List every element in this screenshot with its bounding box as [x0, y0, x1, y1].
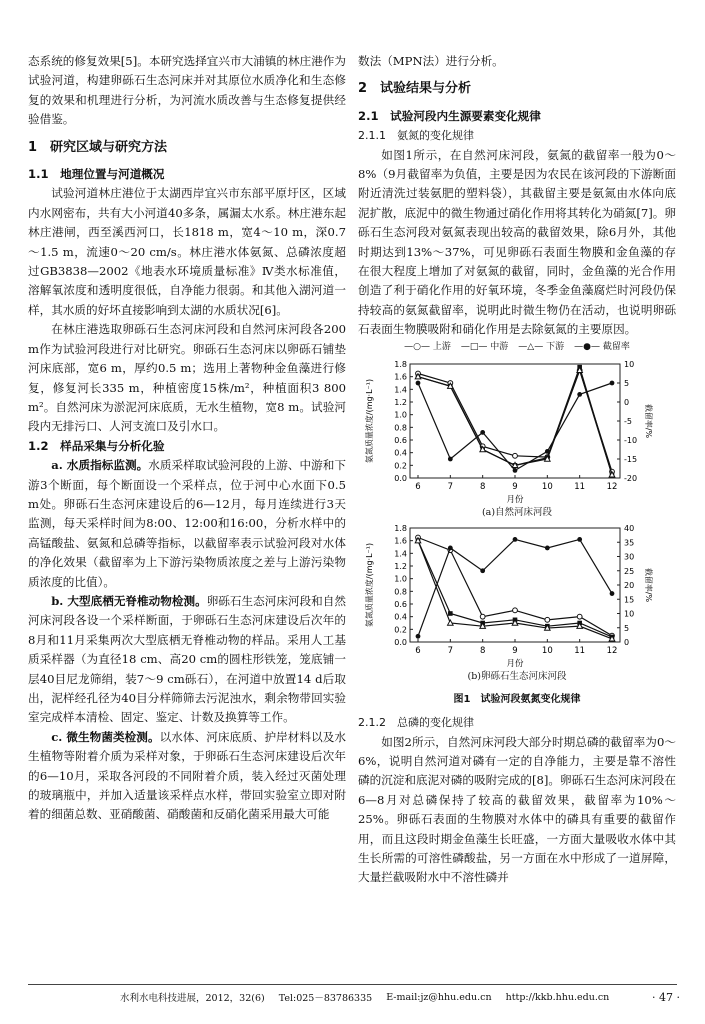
y-tick-label: 0.0 — [394, 637, 407, 647]
y2-tick-label: 25 — [624, 566, 635, 576]
y2-tick-label: -15 — [624, 454, 638, 464]
y2-tick-label: 5 — [624, 623, 630, 633]
data-point — [577, 392, 582, 397]
data-point — [610, 591, 615, 596]
x-tick-label: 7 — [447, 481, 454, 492]
right-column — [358, 52, 676, 888]
x-tick-label: 7 — [447, 645, 454, 656]
y2-tick-label: 10 — [624, 359, 635, 369]
data-point — [545, 449, 550, 454]
y2-axis-label: 截留率/% — [644, 567, 653, 602]
y2-tick-label: -20 — [624, 473, 638, 483]
data-point — [513, 468, 518, 473]
x-axis-label: 月份 — [506, 658, 524, 669]
y-tick-label: 0.0 — [394, 473, 407, 483]
subsubsection-heading: 2.1.1 氨氮的变化规律 — [358, 129, 474, 143]
x-tick-label: 12 — [606, 481, 618, 492]
page-footer — [120, 990, 680, 1004]
x-axis-label: 月份 — [506, 494, 524, 505]
y-tick-label: 1.8 — [394, 523, 407, 533]
item-lead: a. 水质指标监测。 — [51, 458, 149, 473]
paragraph: 试验河道林庄港位于太湖西岸宜兴市东部平原圩区，区域内水网密布，共有大小河道40多条，属漏太水系。林庄港东起林庄港闸，西至溪西河口，长1818 m，宽4～10 m，深0.7～1.5 m，流速0～20 cm/s。林庄港水体氨氮、总磷浓度超过GB3838—2002《地表水环境质量标准》Ⅳ类水标准值，溶解氧浓度和透明度很低，自净能力很弱。和其他入湖河道一样，其水质的好坏直接影响到太湖的水质状况[6]。 — [28, 186, 346, 317]
chart-legend — [358, 340, 676, 354]
y2-tick-label: 20 — [624, 580, 635, 590]
chart-b — [358, 520, 676, 670]
subsection-heading: 2.1 试验河段内生源要素变化规律 — [358, 108, 541, 123]
data-point — [448, 611, 453, 616]
y-tick-label: 1.0 — [394, 574, 407, 584]
chart-a — [358, 356, 676, 506]
figure-1 — [358, 340, 676, 709]
x-tick-label: 9 — [512, 481, 518, 492]
data-point — [513, 608, 518, 613]
y-tick-label: 0.2 — [394, 625, 407, 635]
x-tick-label: 8 — [479, 481, 486, 492]
y2-tick-label: 35 — [624, 537, 635, 547]
x-tick-label: 10 — [541, 481, 553, 492]
y-tick-label: 1.2 — [394, 561, 407, 571]
data-point — [577, 614, 582, 619]
y-tick-label: 1.4 — [394, 549, 407, 559]
y-axis-label: 氨氮质量浓度/(mg·L⁻¹) — [365, 542, 374, 627]
data-point — [416, 634, 421, 639]
y-tick-label: 0.4 — [394, 612, 407, 622]
data-point — [545, 545, 550, 550]
plot-frame — [410, 364, 620, 478]
y-tick-label: 1.2 — [394, 397, 407, 407]
subsection-heading: 1.1 地理位置与河道概况 — [28, 167, 165, 182]
x-tick-label: 11 — [574, 645, 586, 656]
y2-tick-label: 15 — [624, 594, 635, 604]
x-tick-label: 11 — [574, 481, 586, 492]
item-lead: c. 微生物菌类检测。 — [51, 729, 160, 744]
page-number: · 47 · — [652, 990, 680, 1004]
y-tick-label: 1.4 — [394, 385, 407, 395]
x-tick-label: 6 — [415, 645, 421, 656]
y2-tick-label: -10 — [624, 435, 638, 445]
y2-axis-label: 截留率/% — [644, 403, 653, 438]
left-column — [28, 52, 346, 825]
journal-tel: Tel:025－83786335 — [278, 993, 373, 1004]
data-point — [480, 568, 485, 573]
y-tick-label: 0.8 — [394, 423, 407, 433]
legend-item-retention: —●— 截留率 — [574, 341, 630, 352]
x-tick-label: 8 — [479, 645, 486, 656]
data-point — [480, 614, 485, 619]
y-tick-label: 1.6 — [394, 372, 407, 382]
y-tick-label: 0.2 — [394, 461, 407, 471]
item-lead: b. 大型底栖无脊椎动物检测。 — [51, 593, 207, 608]
y-tick-label: 1.6 — [394, 536, 407, 546]
x-tick-label: 6 — [415, 481, 421, 492]
journal-info: 水利水电科技进展，2012，32(6) — [120, 993, 265, 1004]
legend-item-upstream: —○— 上游 — [404, 341, 451, 352]
y2-tick-label: 40 — [624, 523, 635, 533]
y2-tick-label: 0 — [624, 637, 630, 647]
paragraph — [28, 456, 346, 592]
data-point — [577, 537, 582, 542]
y2-tick-label: 5 — [624, 378, 630, 388]
y-tick-label: 0.6 — [394, 435, 407, 445]
subsection-heading: 1.2 样品采集与分析化验 — [28, 438, 165, 453]
paragraph-body: 以水体、河床底质、护岸材料以及水生植物等附着介质为采样对象，于卵砾石生态河床建设后次年的6—10月，采取各河段的不同附着介质，装入经过灭菌处理的玻璃瓶中，并加入适量该采样点水样，带回实验室立即对附着的细菌总数、亚硝酸菌、硝酸菌和反硝化菌采用最大可能 — [28, 729, 346, 822]
y-tick-label: 1.0 — [394, 410, 407, 420]
paragraph-body: 水质采样取试验河段的上游、中游和下游3个断面，每个断面设一个采样点，位于河中心水面下0.5 m处。卵砾石生态河床建设后的6—12月，每月连续进行3天监测，每天采样时间为8:00、12:00和16:00，分析水样中的高锰酸盐、氨氮和总磷等指标，以截留率表示试验河段对水体的净化效果（截留率为上下游污染物质浓度之差与上游污染物质浓度的比值）。 — [28, 458, 346, 589]
data-point — [480, 430, 485, 435]
data-point — [416, 380, 421, 385]
data-point — [513, 537, 518, 542]
y2-tick-label: 30 — [624, 552, 635, 562]
journal-email: E-mail:jz@hhu.edu.cn — [386, 991, 492, 1003]
y2-tick-label: 10 — [624, 609, 635, 619]
subfigure-caption: (a)自然河床河段 — [481, 506, 553, 518]
paragraph — [28, 728, 346, 825]
section-heading: 1 研究区域与研究方法 — [28, 139, 168, 155]
y2-tick-label: 0 — [624, 397, 630, 407]
paragraph — [28, 592, 346, 728]
y-tick-label: 0.6 — [394, 599, 407, 609]
data-point — [610, 380, 615, 385]
figure-caption: 图1 试验河段氨氮变化规律 — [453, 693, 581, 705]
legend-item-downstream: —△— 下游 — [518, 341, 565, 352]
paragraph-body: 卵砾石生态河床河段和自然河床河段各设一个采样断面，于卵砾石生态河床建设后次年的8月和11月采集两次大型底栖无脊椎动物的样品。采用人工基质采样器（为直径18 cm、高20 cm的圆柱形铁笼，笼底铺一层40目尼龙筛绢，装7～9 cm砾石），在河道中放置14 d后取出，泥样经孔径为40目分样筛筛去污泥浊水，剩余物带回实验室完成样本清检、固定、鉴定、计数及换算等工作。 — [28, 593, 346, 725]
paragraph: 态系统的修复效果[5]。本研究选择宜兴市大浦镇的林庄港作为试验河道，构建卵砾石生态河床并对其原位水质净化和生态修复的效果和机理进行分析，为河流水质改善与生态修复提供经验借鉴。 — [28, 54, 346, 127]
paragraph: 如图2所示，自然河床河段大部分时期总磷的截留率为0～6%，说明自然河道对磷有一定的自净能力，主要是靠不溶性磷的沉淀和底泥对磷的吸附完成的[8]。卵砾石生态河床河段在6—8月对总磷保持了较高的截留效果，截留率为10%～25%。卵砾石表面的生物膜对水体中的磷具有重要的截留作用，而且这段时期金鱼藻生长旺盛，一方面大量吸收水体中其生长所需的可溶性磷酸盐，另一方面在水中形成了一道屏障，大量拦截吸附水中不溶性磷并 — [358, 734, 676, 885]
paragraph: 数法（MPN法）进行分析。 — [358, 54, 504, 68]
x-tick-label: 12 — [606, 645, 618, 656]
data-point — [448, 620, 454, 625]
y2-tick-label: -5 — [624, 416, 632, 426]
paragraph: 在林庄港选取卵砾石生态河床河段和自然河床河段各200 m作为试验河段进行对比研究。卵砾石生态河床以卵砾石铺垫河床底部，宽6 m，厚约0.5 m；选用上著物种金鱼藻进行修复，修复河长335 m，种植密度15株/m²，种植面积3 800 m²。自然河床为淤泥河床底质，无水生植物，宽8 m。试验河段内无排污口、人河支流口及引水口。 — [28, 322, 346, 434]
legend-item-midstream: —□— 中游 — [460, 341, 509, 352]
footer-rule — [28, 984, 677, 985]
section-heading: 2 试验结果与分析 — [358, 81, 472, 97]
data-point — [545, 617, 550, 622]
y-tick-label: 0.4 — [394, 448, 407, 458]
journal-url: http://kkb.hhu.edu.cn — [505, 991, 610, 1003]
data-point — [513, 453, 518, 458]
y-tick-label: 0.8 — [394, 587, 407, 597]
x-tick-label: 10 — [541, 645, 553, 656]
data-point — [448, 545, 453, 550]
x-tick-label: 9 — [512, 645, 518, 656]
paragraph: 如图1所示，在自然河床河段，氨氮的截留率一般为0～8%（9月截留率为负值，主要是因为农民在该河段的下游断面附近清洗过装氨肥的塑料袋），其截留主要是氨氮由水体向底泥扩散，底泥中的微生物通过硝化作用将其转化为硝氮[7]。卵砾石生态河段对氨氮表现出较高的截留效果，除6月外，其他时期达到13%～37%，可见卵砾石表面生物膜和金鱼藻的存在很大程度上增加了对氨氮的截留，同时，金鱼藻的光合作用创造了利于硝化作用的好氧环境，冬季金鱼藻腐烂时河段仍保持较高的氨氮截留率，说明此时微生物仍在活动，也说明卵砾石表面生物膜吸附和硝化作用是去除氨氮的主要原因。 — [358, 147, 676, 337]
series-line-2 — [418, 370, 612, 475]
subfigure-caption: (b)卵砾石生态河床河段 — [467, 670, 567, 682]
y-tick-label: 1.8 — [394, 359, 407, 369]
data-point — [448, 456, 453, 461]
y-axis-label: 氨氮质量浓度/(mg·L⁻¹) — [365, 378, 374, 463]
subsubsection-heading: 2.1.2 总磷的变化规律 — [358, 716, 474, 730]
